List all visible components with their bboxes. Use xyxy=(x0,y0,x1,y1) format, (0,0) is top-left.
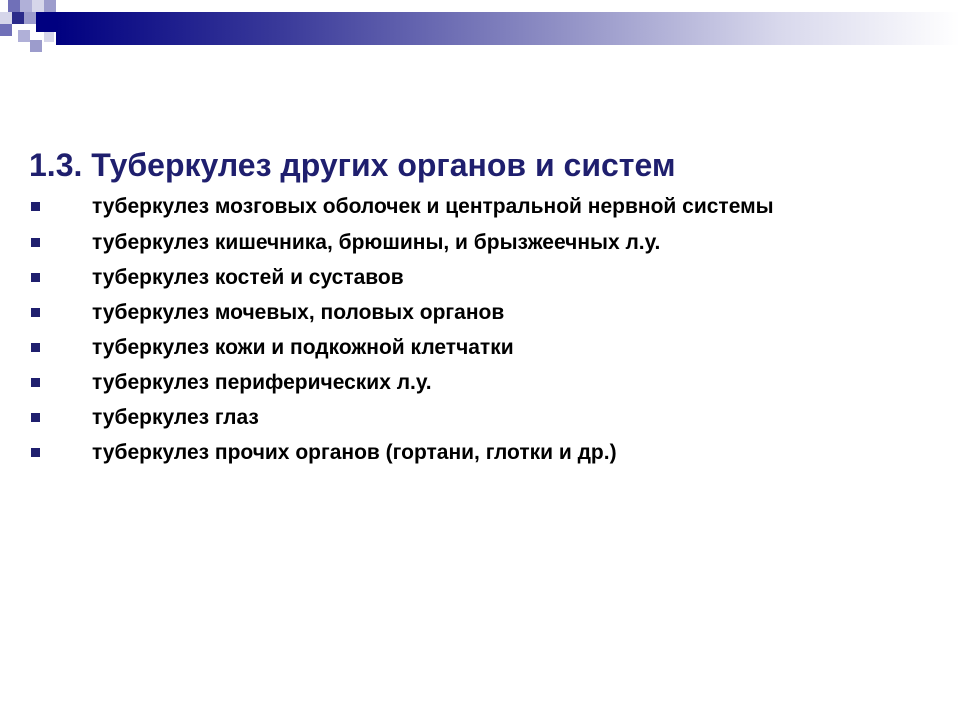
list-item-text: туберкулез костей и суставов xyxy=(92,266,404,289)
list-item xyxy=(30,230,910,256)
bullet-square-icon xyxy=(31,448,40,457)
list-item-text: туберкулез периферических л.у. xyxy=(92,371,432,394)
header-decoration xyxy=(0,0,960,60)
deco-square xyxy=(8,0,20,12)
list-item-text: туберкулез прочих органов (гортани, глотки и др.) xyxy=(92,441,617,464)
list-item-text: туберкулез мозговых оболочек и центральной нервной системы xyxy=(92,195,774,218)
bullet-square-icon xyxy=(31,238,40,247)
list-item-text: туберкулез мочевых, половых органов xyxy=(92,301,505,324)
bullet-square-icon xyxy=(31,202,40,211)
deco-square xyxy=(30,40,42,52)
list-item xyxy=(30,265,910,291)
deco-square xyxy=(32,0,44,12)
list-item xyxy=(30,300,910,326)
deco-square xyxy=(36,12,56,32)
header-gradient-bar xyxy=(56,12,960,45)
list-item-text: туберкулез кожи и подкожной клетчатки xyxy=(92,336,514,359)
deco-square xyxy=(0,12,12,24)
deco-square xyxy=(44,0,56,12)
list-item xyxy=(30,194,852,220)
slide-title: 1.3. Туберкулез других органов и систем xyxy=(29,147,676,183)
bullet-list xyxy=(30,194,910,475)
list-item-text: туберкулез кишечника, брюшины, и брызжеечных л.у. xyxy=(92,231,661,254)
deco-square xyxy=(24,12,36,24)
list-item xyxy=(30,335,910,361)
list-item xyxy=(30,440,910,466)
deco-square xyxy=(18,30,30,42)
deco-square xyxy=(12,12,24,24)
bullet-square-icon xyxy=(31,273,40,282)
list-item xyxy=(30,370,910,396)
list-item xyxy=(30,405,910,431)
bullet-square-icon xyxy=(31,378,40,387)
list-item-text: туберкулез глаз xyxy=(92,406,259,429)
deco-square xyxy=(44,32,54,42)
bullet-square-icon xyxy=(31,343,40,352)
bullet-square-icon xyxy=(31,413,40,422)
bullet-square-icon xyxy=(31,308,40,317)
deco-square xyxy=(0,24,12,36)
deco-square xyxy=(20,0,32,12)
